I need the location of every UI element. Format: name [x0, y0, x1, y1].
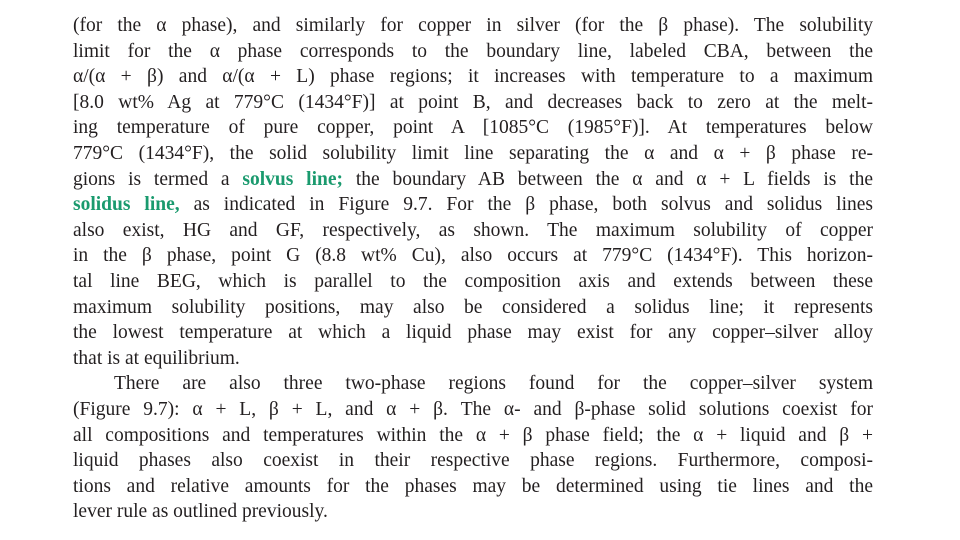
text-segment: as indicated in Figure 9.7. For the β phase, both solvus and solidus lines [179, 194, 873, 216]
text-segment: 779°C (1434°F), the solid solubility limit line separating the α and α + β phase re- [73, 142, 873, 164]
text-segment: (for the α phase), and similarly for copper in silver (for the β phase). The solubility [73, 15, 873, 36]
text-segment: tal line BEG, which is parallel to the composition axis and extends between these [73, 270, 873, 292]
key-term: solidus line, [73, 194, 180, 216]
text-line [73, 13, 873, 39]
text-line [73, 269, 873, 295]
text-line [73, 346, 873, 372]
text-line [73, 167, 873, 193]
body-text [73, 13, 873, 525]
text-line [73, 448, 873, 474]
text-segment: gions is termed a [73, 168, 243, 190]
text-line [73, 90, 873, 116]
text-line [73, 243, 873, 269]
text-line [73, 295, 873, 321]
text-segment: lever rule as outlined previously. [73, 501, 328, 523]
text-segment: that is at equilibrium. [73, 347, 240, 369]
paragraph [73, 371, 873, 525]
text-line [73, 371, 873, 397]
text-line [73, 192, 873, 218]
text-line [73, 320, 873, 346]
text-line [73, 218, 873, 244]
text-segment: also exist, HG and GF, respectively, as shown. The maximum solubility of copper [73, 219, 873, 241]
text-line [73, 115, 873, 141]
text-segment: in the β phase, point G (8.8 wt% Cu), also occurs at 779°C (1434°F). This horizon- [73, 245, 873, 267]
text-segment: (Figure 9.7): α + L, β + L, and α + β. The α- and β-phase solid solutions coexist for [73, 398, 873, 420]
text-segment: There are also three two-phase regions found for the copper–silver system [114, 373, 873, 395]
paragraph [73, 13, 873, 371]
text-segment: the boundary AB between the α and α + L fields is the [343, 168, 873, 190]
text-line [73, 39, 873, 65]
text-line [73, 141, 873, 167]
text-line [73, 474, 873, 500]
text-segment: the lowest temperature at which a liquid phase may exist for any copper–silver alloy [73, 322, 873, 344]
text-segment: liquid phases also coexist in their respective phase regions. Furthermore, composi- [73, 450, 873, 472]
text-line [73, 64, 873, 90]
text-segment: α/(α + β) and α/(α + L) phase regions; it increases with temperature to a maximum [73, 66, 873, 88]
text-segment: [8.0 wt% Ag at 779°C (1434°F)] at point B, and decreases back to zero at the melt- [73, 91, 873, 113]
text-line [73, 423, 873, 449]
text-segment: all compositions and temperatures within the α + β phase field; the α + liquid and β + [73, 424, 873, 446]
text-segment: maximum solubility positions, may also be considered a solidus line; it represents [73, 296, 873, 318]
text-segment: tions and relative amounts for the phases may be determined using tie lines and the [73, 475, 873, 497]
text-segment: limit for the α phase corresponds to the boundary line, labeled CBA, between the [73, 40, 873, 62]
text-line [73, 499, 873, 525]
text-line [73, 397, 873, 423]
text-segment: ing temperature of pure copper, point A [1085°C (1985°F)]. At temperatures below [73, 117, 873, 139]
key-term: solvus line; [242, 168, 343, 190]
